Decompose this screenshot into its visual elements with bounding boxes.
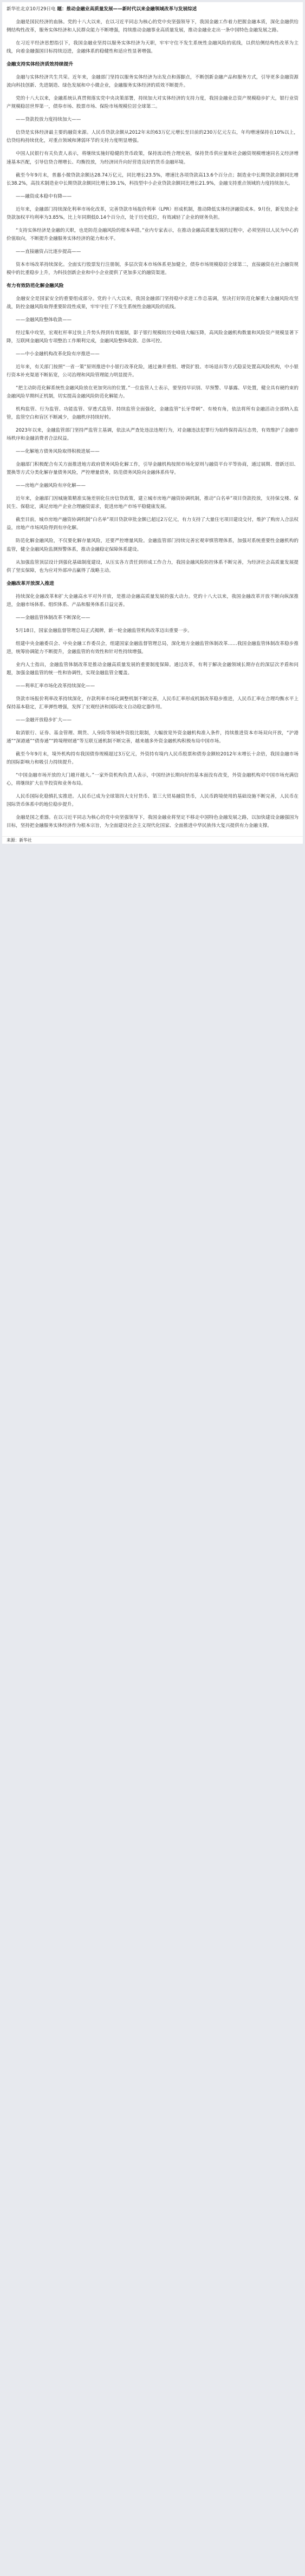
article-paragraph: ——利率汇率市场化改革持续深化——	[16, 683, 95, 689]
article-paragraph: 机构监管、行为监管、功能监管、穿透式监管、持续监管全面强化，金融监管“长牙带刺”、有棱有角，依法将所有金融活动全部纳入监管，监管空白和盲区不断减少，金融秩序持续好转。	[7, 407, 298, 421]
article-paragraph: 党的十八大以来，金融系统认真贯彻落实党中央决策部署，持续加大对实体经济的支持力度，我国金融业总资产规模稳步扩大，银行业资产规模稳居世界第一，债券市场、股票市场、保险市场规模位居全球第二。	[7, 96, 298, 110]
article-paragraph: 截至今年9月末，普惠小微贷款余额达28.74万亿元，同比增长23.5%，增速比各项贷款高13.6个百分点；制造业中长期贷款余额同比增长38.2%，高技术制造业中长期贷款余额同比增长39.1%，科技型中小企业贷款余额同比增长21.9%，金融支持重点领域的力度持续加大。	[7, 172, 298, 186]
article-body	[7, 18, 298, 830]
article-paragraph: “把主动防范化解系统性金融风险放在更加突出的位置。”一位监管人士表示，要坚持早识别、早预警、早暴露、早处置，健全具有硬约束的金融风险早期纠正机制，切实提高金融风险防范化解能力。	[7, 386, 298, 400]
article-paragraph: 取消银行、证券、基金管理、期货、人身险等领域外资股比限制，大幅放宽外资金融机构准入条件，持续推进资本市场双向开放，“沪港通”“深港通”“债券通”“跨境理财通”等互联互通机制不断完善，越来越多外资金融机构积极布局中国市场。	[7, 730, 298, 744]
article-paragraph: 近年来，金融部门持续深化利率市场化改革，完善贷款市场报价利率（LPR）形成机制，推动降低实体经济融资成本。9月份，新发放企业贷款加权平均利率为3.85%，比上年同期低0.14个百分点，处于历史低位，有效减轻了企业的财务负担。	[7, 206, 298, 220]
article-paragraph: 在习近平经济思想指引下，我国金融业坚持以服务实体经济为天职，牢牢守住不发生系统性金融风险的底线，以供给侧结构性改革为主线，向着金融强国目标持续迈进，金融体系的稳健性和适应性显著增强。	[7, 41, 298, 55]
article-paragraph: 中国人民银行有关负责人表示，将继续实施好稳健的货币政策，保持流动性合理充裕，保持货币供应量和社会融资规模增速同名义经济增速基本匹配，引导信贷合理增长、均衡投放，为经济回升向好营造良好的货币金融环境。	[7, 151, 298, 165]
article-paragraph: ——房地产金融风险有序化解——	[16, 483, 86, 489]
article-paragraph: 金融部门积极配合有关方面推进地方政府债务风险化解工作，引导金融机构按照市场化原则与融资平台平等协商，通过展期、借新还旧、置换等方式分类化解存量债务风险，严控增量债务，防范债务风险向金融体系传导。	[7, 462, 298, 476]
section-heading: 金融支持实体经济质效持续提升	[7, 62, 74, 68]
article-lede	[7, 2, 298, 14]
article-paragraph: ——化解地方债务风险取得积极进展——	[16, 449, 100, 455]
article-paragraph: 2023年以来，金融监管部门坚持严监管主基调，依法从严查处违法违规行为，对金融违法犯罪行为始终保持高压态势，有效维护了金融市场秩序和金融消费者合法权益。	[7, 428, 298, 442]
section-heading: 有力有效防范化解金融风险	[7, 283, 64, 289]
dateline: 新华社北京10月29日电	[7, 6, 57, 12]
article-paragraph: 金融安全是国家安全的重要组成部分。党的十八大以来，我国金融部门坚持稳中求进工作总基调，坚决打好防范化解重大金融风险攻坚战，防控金融风险取得重要阶段性成果，牢牢守住了不发生系统性金融风险的底线。	[7, 296, 298, 310]
source-footer	[2, 836, 303, 844]
section-heading: 金融改革开放深入推进	[7, 581, 54, 586]
page-frame	[2, 0, 303, 846]
article-paragraph: 截至目前，城市房地产融资协调机制“白名单”项目贷款审批金额已超过2万亿元，有力支持了大量住宅项目建设交付，维护了购房人合法权益，房地产市场风险得到有序化解。	[7, 517, 298, 531]
article-paragraph: 金融与实体经济共生共荣。近年来，金融部门坚持以服务实体经济为出发点和落脚点，不断创新金融产品和服务方式，引导更多金融资源流向科技创新、先进制造、绿色发展和中小微企业，金融服务实体经济的质效不断提升。	[7, 75, 298, 89]
article-paragraph: 贷款市场报价利率改革持续深化，存款利率市场化调整机制不断完善，人民币汇率形成机制改革稳步推进，人民币汇率在合理均衡水平上保持基本稳定，汇率弹性增强，发挥了宏观经济和国际收支自动稳定器作用。	[7, 696, 298, 710]
article-paragraph: 人民币国际化稳慎扎实推进。人民币已成为全球第四大支付货币、第三大贸易融资货币，人民币跨境使用的基础设施不断完善，人民币在国际货币体系中的地位稳步提升。	[7, 794, 298, 808]
article-paragraph: 从加强监管顶层设计到强化基础制度建设，从压实各方责任到形成工作合力，我国金融风险防控体系不断完善，为经济社会高质量发展提供了坚实保障，也为应对外部冲击赢得了战略主动。	[7, 559, 298, 573]
article-paragraph: 截至今年9月末，境外机构持有我国债券规模超过3万亿元，外资持有境内人民币股票和债券金额较2012年末增长十余倍，我国金融市场的国际影响力和吸引力持续提升。	[7, 751, 298, 766]
article-paragraph: 组建中央金融委员会、中央金融工作委员会，组建国家金融监督管理总局，深化地方金融监管体制改革……我国金融监管体制改革稳步推进，统筹协调能力不断提升，金融监管的有效性和针对性持续增强。	[7, 641, 298, 655]
article-paragraph: ——中小金融机构改革化险有序推进——	[16, 351, 100, 357]
article-paragraph: ——直接融资占比逐步提高——	[16, 249, 81, 255]
article-paragraph: “支持实体经济是金融的天职，也是防范金融风险的根本举措。”业内专家表示，在推动金融高质量发展的过程中，必须坚持以人民为中心的价值取向，不断提升金融服务实体经济的能力和水平。	[7, 227, 298, 242]
article-paragraph: ——融资成本稳中有降——	[16, 193, 72, 199]
article-paragraph: 持续深化金融改革和扩大金融高水平对外开放，是推动金融高质量发展的强大动力。党的十八大以来，我国金融改革开放不断向纵深推进，金融市场体系、组织体系、产品和服务体系日益完善。	[7, 594, 298, 608]
article-paragraph: 业内人士指出，金融监管体制改革是推动金融高质量发展的重要制度保障。通过改革，有利于解决金融领域长期存在的深层次矛盾和问题，加强金融监管的统一性和协调性，实现金融监管全覆盖。	[7, 662, 298, 676]
article-paragraph: 防范化解金融风险，不仅要化解存量风险，还要严控增量风险。金融监管部门持续完善宏观审慎管理体系，加强对系统重要性金融机构的监管，健全金融风险监测预警体系，推动金融稳定保障体系建设。	[7, 538, 298, 552]
article-card	[2, 2, 303, 836]
article-paragraph: 经过集中攻坚，宏观杠杆率过快上升势头得到有效遏制，影子银行规模较历史峰值大幅压降，高风险金融机构数量和风险资产规模显著下降，互联网金融风险专项整治工作顺利完成，金融风险整体收敛、总体可控。	[7, 330, 298, 344]
article-paragraph: 资本市场改革持续深化。全面实行股票发行注册制，多层次资本市场体系更加健全，债券市场规模稳居全球第二，直接融资在社会融资规模中的比重稳步上升，为科技创新企业和中小企业提供了更加多元的融资渠道。	[7, 262, 298, 276]
article-paragraph: 近年来，金融部门因城施策精准实施差别化住房信贷政策，建立城市房地产融资协调机制，推动“白名单”项目贷款投放，支持保交楼、保民生、保稳定，满足房地产企业合理融资需求，促进房地产市场平稳健康发展。	[7, 496, 298, 510]
article-paragraph: 金融是国民经济的血脉。党的十八大以来，在以习近平同志为核心的党中央坚强领导下，我国金融工作着力把握金融本质，深化金融供给侧结构性改革，服务实体经济和人民群众能力不断增强，持续推动金融事业高质量发展，推动金融业走出一条中国特色金融发展之路。	[7, 19, 298, 34]
article-paragraph: 5月18日，国家金融监督管理总局正式揭牌，新一轮金融监管机构改革迈出重要一步。	[16, 628, 192, 634]
article-paragraph: 信贷是实体经济最主要的融资来源。人民币贷款余额从2012年末的63万亿元增长至目前的230万亿元左右，年均增速保持在10%以上，信贷结构持续优化，对重点领域和薄弱环节的支持力度明显增强。	[7, 130, 298, 144]
article-paragraph: 金融是国之重器。在以习近平同志为核心的党中央坚强领导下，我国金融业将坚定不移走中国特色金融发展之路，以加快建设金融强国为目标，坚持把金融服务实体经济作为根本宗旨，为全面建设社会主义现代化国家、全面推进中华民族伟大复兴提供有力金融支撑。	[7, 815, 298, 829]
article-paragraph: 近年来，有关部门按照“一省一策”原则推进中小银行改革化险，通过兼并重组、增资扩股、市场退出等方式稳妥处置高风险机构，中小银行资本补充渠道不断拓宽，公司治理和风险管理能力明显提升。	[7, 364, 298, 379]
source-label: 来源：新华社	[7, 838, 32, 843]
article-paragraph: ——金融开放稳步扩大——	[16, 717, 72, 723]
article-paragraph: “中国金融市场开放的大门越开越大。”一家外资机构负责人表示，中国经济长期向好的基本面没有改变，外资金融机构对中国市场充满信心，将继续扩大在华投资和业务布局。	[7, 773, 298, 787]
article-paragraph: ——贷款投放力度持续加大——	[16, 117, 81, 123]
article-title: 题：推动金融业高质量发展——新时代以来金融领域改革与发展综述	[57, 6, 197, 12]
article-paragraph: ——金融风险整体收敛——	[16, 317, 72, 323]
article-paragraph: ——金融监管体制改革不断深化——	[16, 615, 90, 621]
